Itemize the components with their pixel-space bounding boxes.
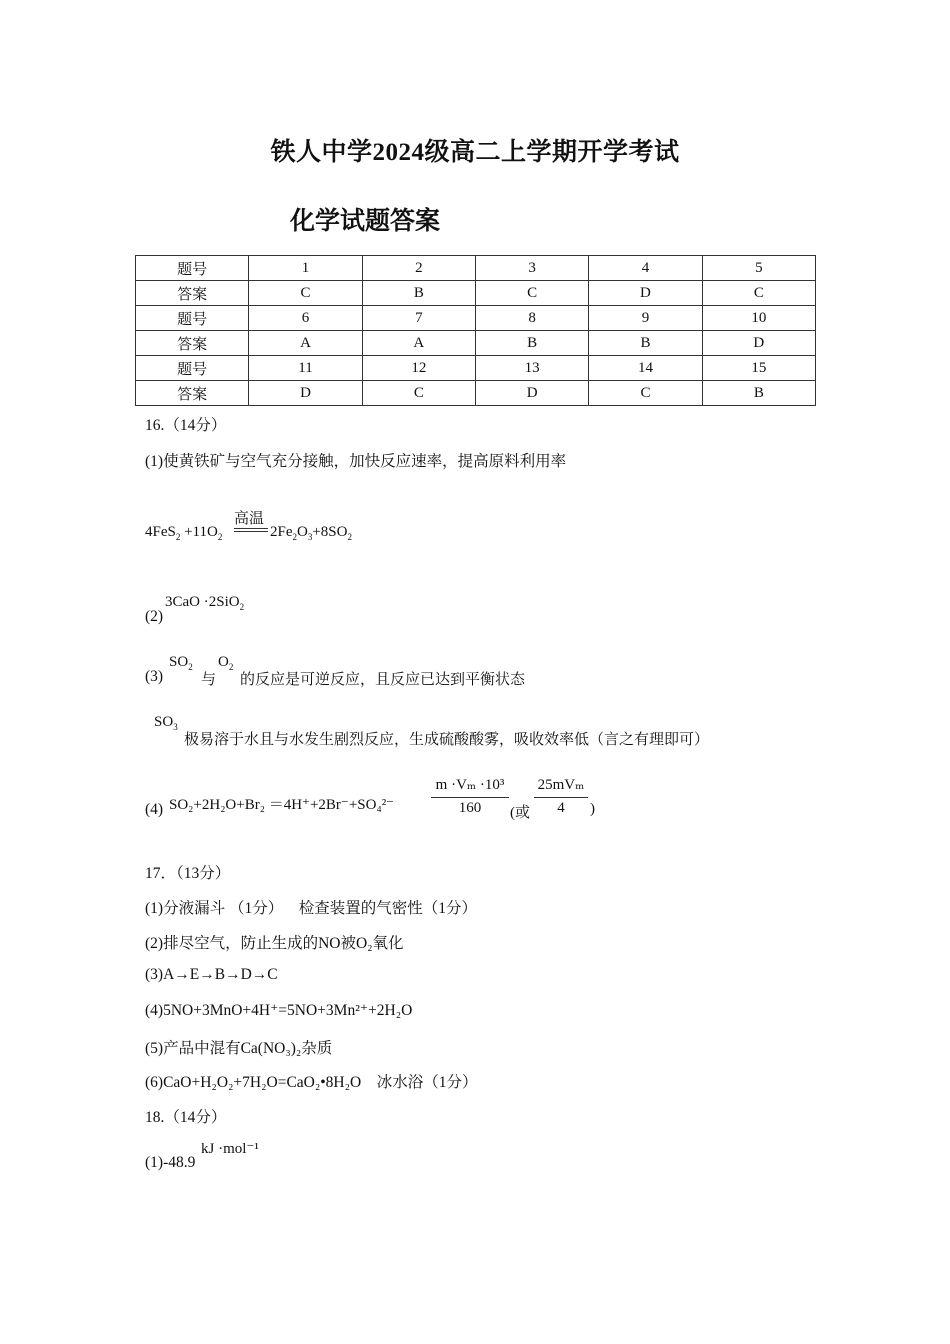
- table-cell: 10: [702, 306, 815, 331]
- fraction-2-numerator: 25mVₘ: [537, 777, 585, 793]
- fraction-1-bar: [431, 797, 509, 798]
- table-cell: 7: [362, 306, 475, 331]
- q17-line-2: (2)排尽空气，防止生成的NO被O₂氧化: [145, 935, 404, 952]
- table-row-header: 题号: [136, 306, 249, 331]
- q17-line-5: (5)产品中混有Ca(NO₃)₂杂质: [145, 1040, 333, 1057]
- q16-part3-label: (3): [145, 668, 164, 685]
- table-cell: B: [589, 331, 702, 356]
- table-cell: 4: [589, 256, 702, 281]
- q16-part4-or: (或: [510, 805, 530, 821]
- q17-line-6: (6)CaO+H₂O₂+7H₂O=CaO₂•8H₂O 冰水浴（1分）: [145, 1074, 478, 1091]
- table-row-header: 答案: [136, 331, 249, 356]
- q16-part1: (1)使黄铁矿与空气充分接触，加快反应速率，提高原料利用率: [145, 453, 567, 470]
- q16-part4-label: (4): [145, 801, 164, 818]
- q16-part3-o2: $O_2$: [218, 654, 234, 672]
- equation-right: $2Fe_2O_3+8SO_2$: [270, 524, 352, 542]
- table-cell: B: [475, 331, 588, 356]
- q16-part2-label: (2): [145, 608, 164, 625]
- table-cell: B: [702, 381, 815, 406]
- fraction-1-numerator: m ·Vₘ ·10³: [435, 777, 505, 793]
- table-row-header: 答案: [136, 381, 249, 406]
- page-subtitle: 化学试题答案: [290, 208, 441, 235]
- table-cell: 15: [702, 356, 815, 381]
- q16-part2-formula: 3CaO ·2SiO$_2$: [165, 594, 245, 612]
- table-cell: C: [249, 281, 362, 306]
- table-row: [136, 256, 816, 281]
- q16-part3-text: 的反应是可逆反应，且反应已达到平衡状态: [240, 672, 526, 688]
- equation-condition: 高温: [234, 509, 265, 527]
- equation-arrow-line-bottom: [234, 531, 268, 532]
- q16-part3b-text: 极易溶于水且与水发生剧烈反应，生成硫酸酸雾，吸收效率低（言之有理即可）: [184, 732, 710, 748]
- table-cell: D: [589, 281, 702, 306]
- table-cell: 2: [362, 256, 475, 281]
- table-cell: D: [702, 331, 815, 356]
- table-row-header: 题号: [136, 356, 249, 381]
- table-cell: C: [702, 281, 815, 306]
- table-cell: 9: [589, 306, 702, 331]
- fraction-2-denominator: 4: [557, 800, 565, 816]
- table-cell: 3: [475, 256, 588, 281]
- table-cell: C: [475, 281, 588, 306]
- table-cell: 1: [249, 256, 362, 281]
- table-cell: 12: [362, 356, 475, 381]
- table-row: [136, 281, 816, 306]
- table-cell: 6: [249, 306, 362, 331]
- q17-heading: 17．（13分）: [145, 865, 231, 882]
- fraction-2-bar: [534, 797, 588, 798]
- table-cell: D: [475, 381, 588, 406]
- table-cell: 11: [249, 356, 362, 381]
- table-row: [136, 306, 816, 331]
- table-cell: 14: [589, 356, 702, 381]
- table-cell: C: [589, 381, 702, 406]
- table-cell: 13: [475, 356, 588, 381]
- table-row-header: 题号: [136, 256, 249, 281]
- q16-part3-so2: $SO_2$: [169, 654, 193, 672]
- answer-table: [135, 255, 816, 406]
- table-row: [136, 331, 816, 356]
- q18-line-1-unit: kJ ·mol⁻¹: [201, 1141, 259, 1157]
- q18-heading: 18.（14分）: [145, 1109, 227, 1126]
- q16-part4-equation: SO₂+2H₂O+Br₂ ＝4H⁺+2Br⁻+SO₄²⁻: [169, 797, 395, 813]
- q16-part3-and: 与: [201, 672, 217, 688]
- q16-heading: 16.（14分）: [145, 417, 227, 434]
- table-row-header: 答案: [136, 281, 249, 306]
- table-cell: A: [362, 331, 475, 356]
- table-cell: 5: [702, 256, 815, 281]
- table-cell: A: [249, 331, 362, 356]
- table-cell: D: [249, 381, 362, 406]
- equation-left: $4FeS_2 +11O_2$: [145, 524, 223, 542]
- q18-line-1-value: (1)-48.9: [145, 1154, 196, 1171]
- table-row: [136, 356, 816, 381]
- q17-line-1: (1)分液漏斗 （1分） 检查装置的气密性（1分）: [145, 900, 477, 917]
- fraction-1-denominator: 160: [458, 800, 482, 816]
- equation-arrow-line-top: [234, 528, 268, 529]
- page-title: 铁人中学2024级高二上学期开学考试: [270, 139, 680, 166]
- q16-part4-close: ): [590, 801, 595, 817]
- table-cell: B: [362, 281, 475, 306]
- q17-line-3: (3)A→E→B→D→C: [145, 966, 278, 983]
- q16-part3b-so3: $SO_3$: [154, 714, 178, 732]
- q17-line-4: (4)5NO+3MnO+4H⁺=5NO+3Mn²⁺+2H₂O: [145, 1002, 413, 1019]
- table-cell: 8: [475, 306, 588, 331]
- table-row: [136, 381, 816, 406]
- table-cell: C: [362, 381, 475, 406]
